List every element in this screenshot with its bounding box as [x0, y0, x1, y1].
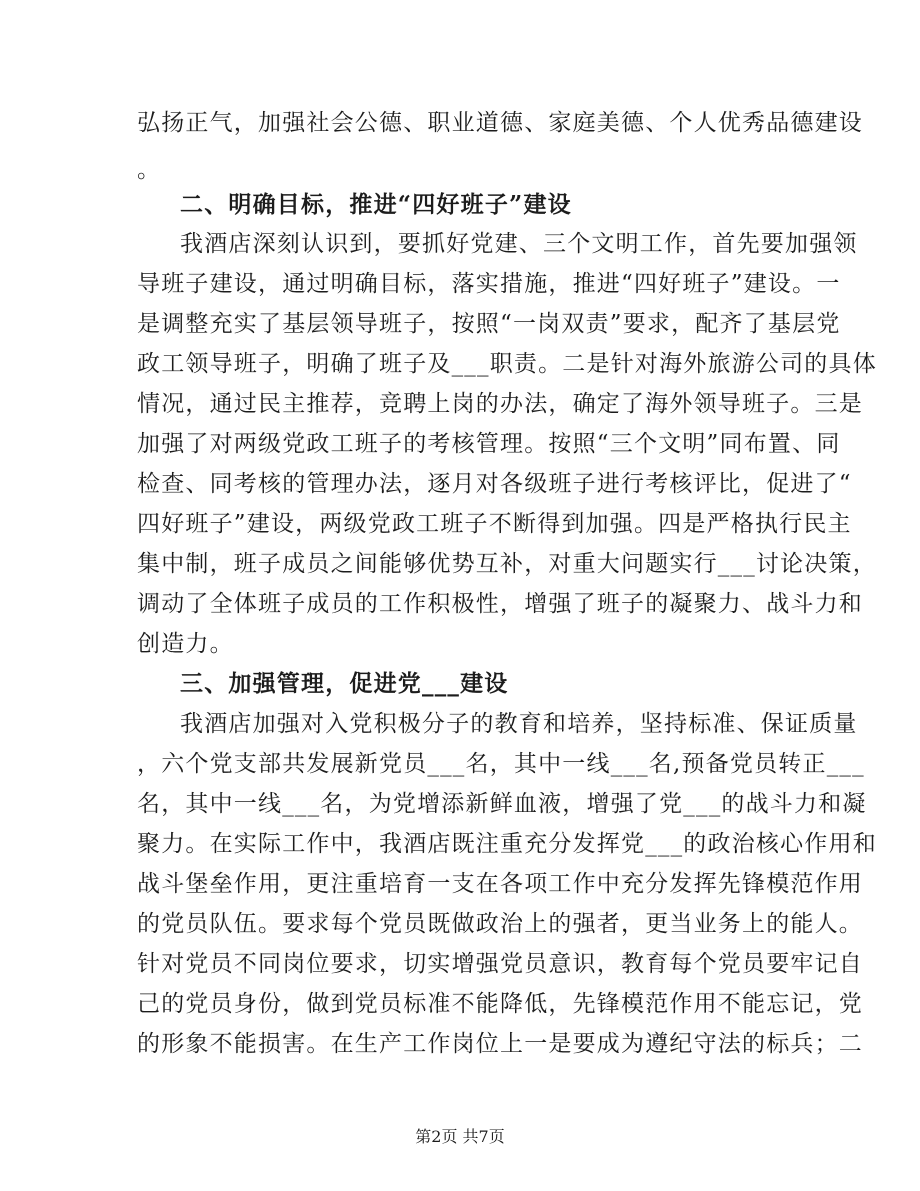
text-line: 四好班子”建设，两级党政工班子不断得到加强。四是严格执行民主: [137, 511, 852, 537]
text-line: 的党员队伍。要求每个党员既做政治上的强者，更当业务上的能人。: [137, 911, 863, 937]
text-line: 加强了对两级党政工班子的考核管理。按照“三个文明”同布置、同: [137, 431, 841, 457]
text-line: 弘扬正气，加强社会公德、职业道德、家庭美德、个人优秀品德建设: [137, 110, 863, 136]
text-line: 的形象不能损害。在生产工作岗位上一是要成为遵纪守法的标兵；二: [137, 1031, 863, 1057]
text-line: 我酒店深刻认识到，要抓好党建、三个文明工作，首先要加强领: [180, 231, 858, 257]
text-line: 检查、同考核的管理办法，逐月对各级班子进行考核评比，促进了“: [137, 471, 852, 497]
text-line: 战斗堡垒作用，更注重培育一支在各项工作中充分发挥先锋模范作用: [137, 871, 863, 897]
text-line: 创造力。: [137, 631, 234, 657]
section-heading: 三、加强管理，促进党___建设: [180, 670, 509, 697]
text-line: 己的党员身份，做到党员标准不能降低，先锋模范作用不能忘记，党: [137, 991, 863, 1017]
text-line: ，六个党支部共发展新党员___名，其中一线___名,预备党员转正___: [137, 751, 865, 777]
page-number: 第2页 共7页: [415, 1127, 505, 1146]
text-line: 政工领导班子，明确了班子及___职责。二是针对海外旅游公司的具体: [137, 351, 877, 377]
section-heading: 二、明确目标，推进“四好班子”建设: [180, 191, 572, 218]
text-line: 我酒店加强对入党积极分子的教育和培养，坚持标准、保证质量: [180, 711, 858, 737]
text-line: 名，其中一线___名，为党增添新鲜血液，增强了党___的战斗力和凝: [137, 791, 867, 817]
text-line: 聚力。在实际工作中，我酒店既注重充分发挥党___的政治核心作用和: [137, 831, 877, 857]
text-line: 情况，通过民主推荐，竞聘上岗的办法，确定了海外领导班子。三是: [137, 391, 863, 417]
text-line: 调动了全体班子成员的工作积极性，增强了班子的凝聚力、战斗力和: [137, 591, 863, 617]
text-line: 集中制，班子成员之间能够优势互补，对重大问题实行___讨论决策，: [137, 551, 877, 577]
text-line: 针对党员不同岗位要求，切实增强党员意识，教育每个党员要牢记自: [137, 951, 863, 977]
text-line: 。: [137, 157, 162, 183]
text-line: 是调整充实了基层领导班子，按照“一岗双责”要求，配齐了基层党: [137, 311, 841, 337]
text-line: 导班子建设，通过明确目标，落实措施，推进“四好班子”建设。一: [137, 271, 841, 297]
